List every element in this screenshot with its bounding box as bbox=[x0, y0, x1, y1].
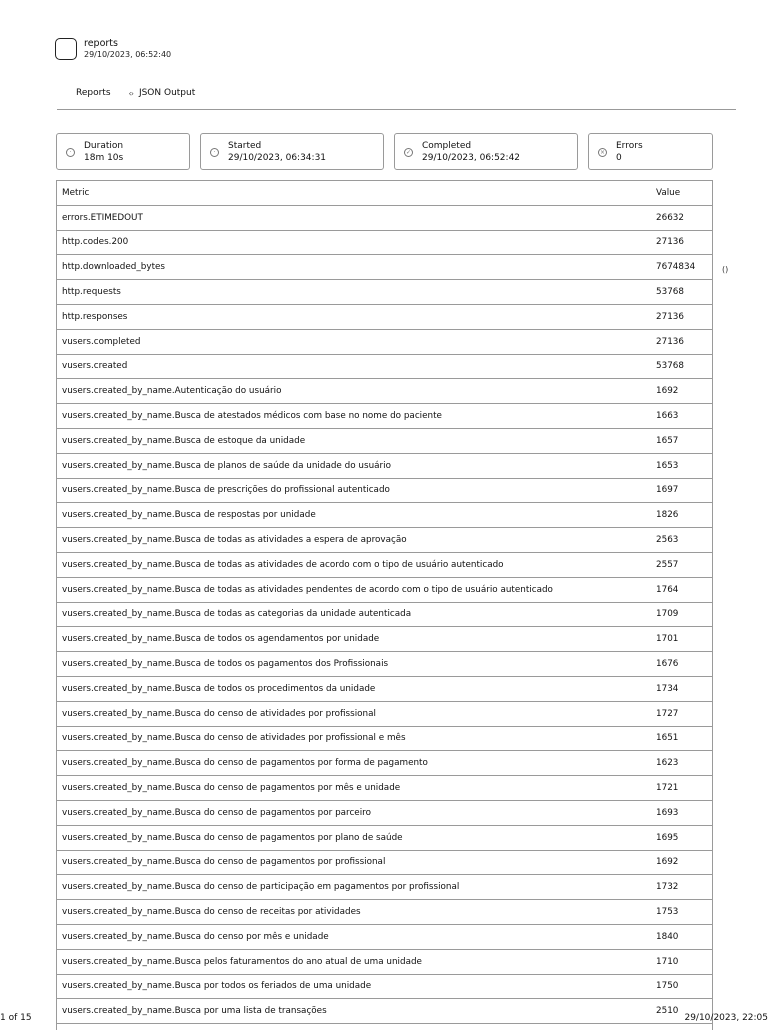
completed-card bbox=[394, 133, 578, 170]
metric-value-cell: 1663 bbox=[656, 404, 712, 429]
x-circle-icon: × bbox=[599, 149, 606, 156]
table-row bbox=[57, 230, 712, 255]
table-row bbox=[57, 552, 712, 577]
metric-value-cell: 1657 bbox=[656, 428, 712, 453]
errors-label: Errors bbox=[616, 141, 643, 151]
table-row bbox=[57, 800, 712, 825]
table-row bbox=[57, 999, 712, 1024]
metric-value-cell: 1651 bbox=[656, 726, 712, 751]
metric-value-cell: 1653 bbox=[656, 453, 712, 478]
metric-name-cell: vusers.created_by_name.Busca do censo por mês e unidade bbox=[57, 924, 656, 949]
app-title-block bbox=[84, 38, 171, 60]
metric-name-cell: vusers.created_by_name.Busca por todos os feriados de uma unidade bbox=[57, 974, 656, 999]
check-circle-icon: ✓ bbox=[405, 149, 412, 156]
table-row bbox=[57, 776, 712, 801]
code-icon: ‹› bbox=[128, 88, 133, 98]
table-row bbox=[57, 974, 712, 999]
metric-name-cell: vusers.created_by_name.Busca do censo de participação em pagamentos por profissional bbox=[57, 875, 656, 900]
app-header bbox=[55, 38, 171, 60]
table-row bbox=[57, 329, 712, 354]
started-card bbox=[200, 133, 384, 170]
tab-json-output-label: JSON Output bbox=[138, 88, 196, 98]
metric-value-cell: 1753 bbox=[656, 900, 712, 925]
table-row bbox=[57, 900, 712, 925]
table-row bbox=[57, 528, 712, 553]
metric-value-cell: 27136 bbox=[656, 304, 712, 329]
metric-value-cell: 1721 bbox=[656, 776, 712, 801]
metric-value-cell: 1709 bbox=[656, 602, 712, 627]
tab-bar bbox=[76, 88, 195, 98]
metric-name-cell: vusers.created_by_name.Busca de todas as atividades pendentes de acordo com o tipo de usuário autenticado bbox=[57, 577, 656, 602]
metric-name-cell: errors.ETIMEDOUT bbox=[57, 205, 656, 230]
metric-name-cell: vusers.created_by_name.Busca do censo de atividades por profissional bbox=[57, 701, 656, 726]
app-title: reports bbox=[84, 38, 118, 49]
table-row bbox=[57, 726, 712, 751]
metric-value-cell: 26632 bbox=[656, 205, 712, 230]
metric-value-cell: 1710 bbox=[656, 949, 712, 974]
metrics-table-body bbox=[57, 205, 712, 1023]
metric-name-cell: vusers.created_by_name.Busca do censo de atividades por profissional e mês bbox=[57, 726, 656, 751]
metric-name-cell: vusers.created_by_name.Busca de prescrições do profissional autenticado bbox=[57, 478, 656, 503]
started-value: 29/10/2023, 06:34:31 bbox=[228, 153, 327, 163]
expand-json-toggle[interactable]: () bbox=[722, 265, 729, 274]
errors-card bbox=[588, 133, 713, 170]
table-row bbox=[57, 577, 712, 602]
table-row bbox=[57, 602, 712, 627]
metric-name-cell: vusers.created_by_name.Busca do censo de pagamentos por plano de saúde bbox=[57, 825, 656, 850]
metric-value-cell: 27136 bbox=[656, 329, 712, 354]
table-row bbox=[57, 280, 712, 305]
metric-value-cell: 1692 bbox=[656, 850, 712, 875]
metric-name-cell: http.codes.200 bbox=[57, 230, 656, 255]
metric-value-cell: 1623 bbox=[656, 751, 712, 776]
table-row bbox=[57, 255, 712, 280]
metric-name-cell: http.requests bbox=[57, 280, 656, 305]
metric-value-cell: 1764 bbox=[656, 577, 712, 602]
tab-reports-label: Reports bbox=[76, 88, 111, 98]
metric-value-cell: 1697 bbox=[656, 478, 712, 503]
table-row bbox=[57, 428, 712, 453]
app-subtitle: 29/10/2023, 06:52:40 bbox=[84, 50, 172, 59]
duration-value: 18m 10s bbox=[84, 153, 124, 163]
metric-name-cell: vusers.created_by_name.Busca do censo de pagamentos por forma de pagamento bbox=[57, 751, 656, 776]
table-row bbox=[57, 924, 712, 949]
tab-reports[interactable] bbox=[76, 88, 111, 98]
metric-value-cell: 1840 bbox=[656, 924, 712, 949]
metric-value-cell: 1826 bbox=[656, 503, 712, 528]
clock-icon: · bbox=[66, 148, 75, 157]
tab-divider bbox=[57, 109, 736, 110]
metric-value-cell: 1692 bbox=[656, 379, 712, 404]
metric-name-cell: vusers.created_by_name.Busca pelos faturamentos do ano atual de uma unidade bbox=[57, 949, 656, 974]
started-label: Started bbox=[228, 141, 262, 151]
metric-value-cell: 2510 bbox=[656, 999, 712, 1024]
metric-value-cell: 2557 bbox=[656, 552, 712, 577]
metric-name-cell: http.responses bbox=[57, 304, 656, 329]
metric-column-header: Metric bbox=[57, 181, 656, 205]
table-row bbox=[57, 304, 712, 329]
table-row bbox=[57, 652, 712, 677]
app-logo-icon bbox=[55, 38, 77, 60]
tab-json-output[interactable] bbox=[129, 88, 196, 98]
table-row bbox=[57, 453, 712, 478]
metric-value-cell: 1676 bbox=[656, 652, 712, 677]
completed-label: Completed bbox=[422, 141, 472, 151]
table-row bbox=[57, 627, 712, 652]
table-row bbox=[57, 205, 712, 230]
table-row bbox=[57, 701, 712, 726]
metric-value-cell: 1734 bbox=[656, 676, 712, 701]
table-row bbox=[57, 354, 712, 379]
print-timestamp: 29/10/2023, 22:05 bbox=[684, 1013, 768, 1023]
metric-value-cell: 27136 bbox=[656, 230, 712, 255]
errors-value: 0 bbox=[616, 153, 622, 163]
metric-name-cell: vusers.created_by_name.Busca de todas as atividades de acordo com o tipo de usuário autenticado bbox=[57, 552, 656, 577]
table-row bbox=[57, 404, 712, 429]
table-row bbox=[57, 850, 712, 875]
table-row bbox=[57, 503, 712, 528]
table-row bbox=[57, 751, 712, 776]
table-row bbox=[57, 676, 712, 701]
metric-name-cell: vusers.created_by_name.Busca do censo de pagamentos por profissional bbox=[57, 850, 656, 875]
metric-name-cell: vusers.created_by_name.Busca de respostas por unidade bbox=[57, 503, 656, 528]
metric-value-cell: 2563 bbox=[656, 528, 712, 553]
table-row bbox=[57, 825, 712, 850]
metric-value-cell: 1750 bbox=[656, 974, 712, 999]
value-column-header: Value bbox=[656, 181, 712, 205]
metric-name-cell: vusers.created_by_name.Busca do censo de pagamentos por parceiro bbox=[57, 800, 656, 825]
metric-name-cell: vusers.created_by_name.Busca do censo de pagamentos por mês e unidade bbox=[57, 776, 656, 801]
metric-name-cell: vusers.created_by_name.Busca de todos os pagamentos dos Profissionais bbox=[57, 652, 656, 677]
metric-name-cell: vusers.created_by_name.Busca de todas as atividades a espera de aprovação bbox=[57, 528, 656, 553]
table-row bbox=[57, 379, 712, 404]
duration-label: Duration bbox=[84, 141, 124, 151]
metric-value-cell: 53768 bbox=[656, 354, 712, 379]
metric-name-cell: vusers.created_by_name.Busca por uma lista de transações bbox=[57, 999, 656, 1024]
table-row bbox=[57, 478, 712, 503]
page-number: 1 of 15 bbox=[0, 1013, 32, 1023]
metric-value-cell: 1695 bbox=[656, 825, 712, 850]
metrics-table-container bbox=[56, 180, 713, 1030]
metric-name-cell: vusers.created_by_name.Autenticação do usuário bbox=[57, 379, 656, 404]
metric-name-cell: vusers.created_by_name.Busca de todas as categorias da unidade autenticada bbox=[57, 602, 656, 627]
metric-name-cell: vusers.created_by_name.Busca de planos de saúde da unidade do usuário bbox=[57, 453, 656, 478]
metric-value-cell: 1693 bbox=[656, 800, 712, 825]
metric-name-cell: vusers.created_by_name.Busca de atestados médicos com base no nome do paciente bbox=[57, 404, 656, 429]
metric-name-cell: http.downloaded_bytes bbox=[57, 255, 656, 280]
metrics-table bbox=[57, 181, 712, 1024]
metric-name-cell: vusers.created_by_name.Busca de todos os agendamentos por unidade bbox=[57, 627, 656, 652]
metric-value-cell: 7674834 bbox=[656, 255, 712, 280]
metric-value-cell: 53768 bbox=[656, 280, 712, 305]
completed-value: 29/10/2023, 06:52:42 bbox=[422, 153, 521, 163]
metric-name-cell: vusers.created_by_name.Busca do censo de receitas por atividades bbox=[57, 900, 656, 925]
duration-card bbox=[56, 133, 190, 170]
table-header-row bbox=[57, 181, 712, 205]
metric-name-cell: vusers.completed bbox=[57, 329, 656, 354]
clock-icon: · bbox=[210, 148, 219, 157]
metric-value-cell: 1732 bbox=[656, 875, 712, 900]
table-row bbox=[57, 875, 712, 900]
table-row bbox=[57, 949, 712, 974]
metric-name-cell: vusers.created_by_name.Busca de estoque da unidade bbox=[57, 428, 656, 453]
metric-name-cell: vusers.created bbox=[57, 354, 656, 379]
metric-value-cell: 1701 bbox=[656, 627, 712, 652]
metric-name-cell: vusers.created_by_name.Busca de todos os procedimentos da unidade bbox=[57, 676, 656, 701]
metric-value-cell: 1727 bbox=[656, 701, 712, 726]
